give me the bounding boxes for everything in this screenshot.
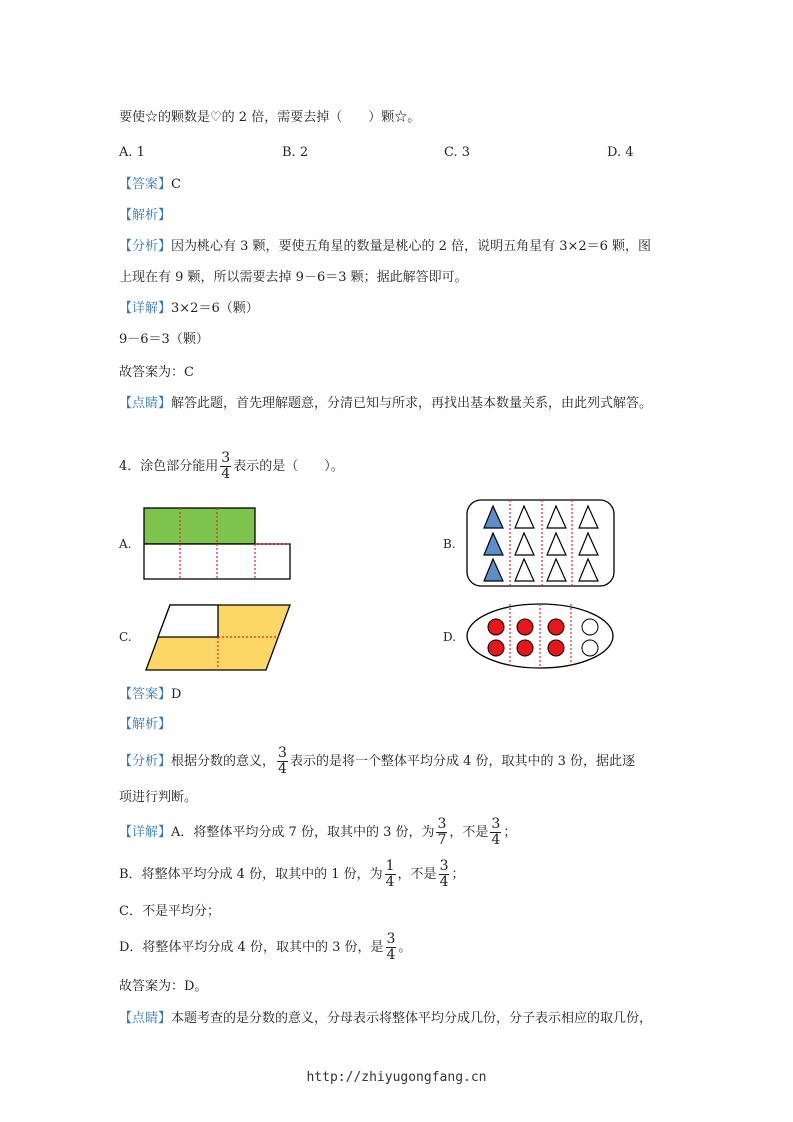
q3-fenxi-line2: 上现在有 9 颗，所以需要去掉 9－6＝3 颗；据此解答即可。 xyxy=(119,270,468,285)
q3-dianjing: 【点睛】解答此题，首先理解题意，分清已知与所求，再找出基本数量关系，由此列式解答。 xyxy=(119,396,653,411)
figure-c xyxy=(140,600,296,675)
figure-d xyxy=(463,600,619,672)
figure-a xyxy=(140,505,296,585)
answer-tag: 【答案】 xyxy=(119,177,172,192)
option-d-label: D. xyxy=(443,630,457,644)
q4-fenxi-line2: 项进行判断。 xyxy=(119,790,198,805)
q4-conclusion: 故答案为：D。 xyxy=(119,979,208,994)
option-a-label: A. xyxy=(119,537,132,551)
q4-dianjing: 【点睛】本题考查的是分数的意义，分母表示将整体平均分成几份，分子表示相应的取几份， xyxy=(119,1011,653,1026)
q3-question: 要使☆的颗数是♡的 2 倍，需要去掉（ ）颗☆。 xyxy=(119,110,421,125)
q4-question: 4．涂色部分能用 $\frac{3}{4}$ 表示的是（ ）。 xyxy=(119,450,344,482)
figure-b xyxy=(463,497,619,590)
q3-option-b: B. 2 xyxy=(282,145,309,160)
q3-answer-line xyxy=(119,176,181,194)
q3-answer: C xyxy=(171,177,181,192)
q4-answer: D xyxy=(171,687,182,702)
q4-detail-d: D．将整体平均分成 4 份，取其中的 3 份，是 $\frac{3}{4}$ 。 xyxy=(119,931,412,963)
q4-analysis-tag: 【解析】 xyxy=(119,717,172,732)
q4-answer-line: 【答案】D xyxy=(119,687,182,702)
q4-fraction: $\frac{3}{4}$ xyxy=(221,450,231,482)
q3-option-c: C. 3 xyxy=(444,145,471,160)
q3-detail-line1: 【详解】3×2＝6（颗） xyxy=(119,301,259,316)
q3-analysis-tag: 【解析】 xyxy=(119,208,172,223)
q3-detail-line2: 9－6＝3（颗） xyxy=(119,332,209,347)
option-b-label: B. xyxy=(443,537,456,551)
option-c-label: C. xyxy=(119,630,132,644)
q3-option-d: D. 4 xyxy=(607,145,634,160)
q4-fenxi-line1: 【分析】根据分数的意义， $\frac{3}{4}$ 表示的是将一个整体平均分成 4 份，取其中的 3 份，据此逐 xyxy=(119,745,636,777)
q3-fenxi-line1: 【分析】因为桃心有 3 颗，要使五角星的数量是桃心的 2 倍，说明五角星有 3×2＝6 颗，图 xyxy=(119,239,652,254)
q3-option-a: A. 1 xyxy=(119,145,145,160)
q3-conclusion: 故答案为：C xyxy=(119,365,194,380)
q4-detail-a: 【详解】A．将整体平均分成 7 份，取其中的 3 份，为 $\frac{3}{7}$ ，不是 $\frac{3}{4}$ ； xyxy=(119,816,517,848)
footer-url: http://zhiyugongfang.cn xyxy=(306,1070,487,1085)
q4-detail-b: B．将整体平均分成 4 份，取其中的 1 份，为 $\frac{1}{4}$ ，不是 $\frac{3}{4}$ ； xyxy=(119,858,465,890)
q4-detail-c: C．不是平均分； xyxy=(119,904,220,919)
